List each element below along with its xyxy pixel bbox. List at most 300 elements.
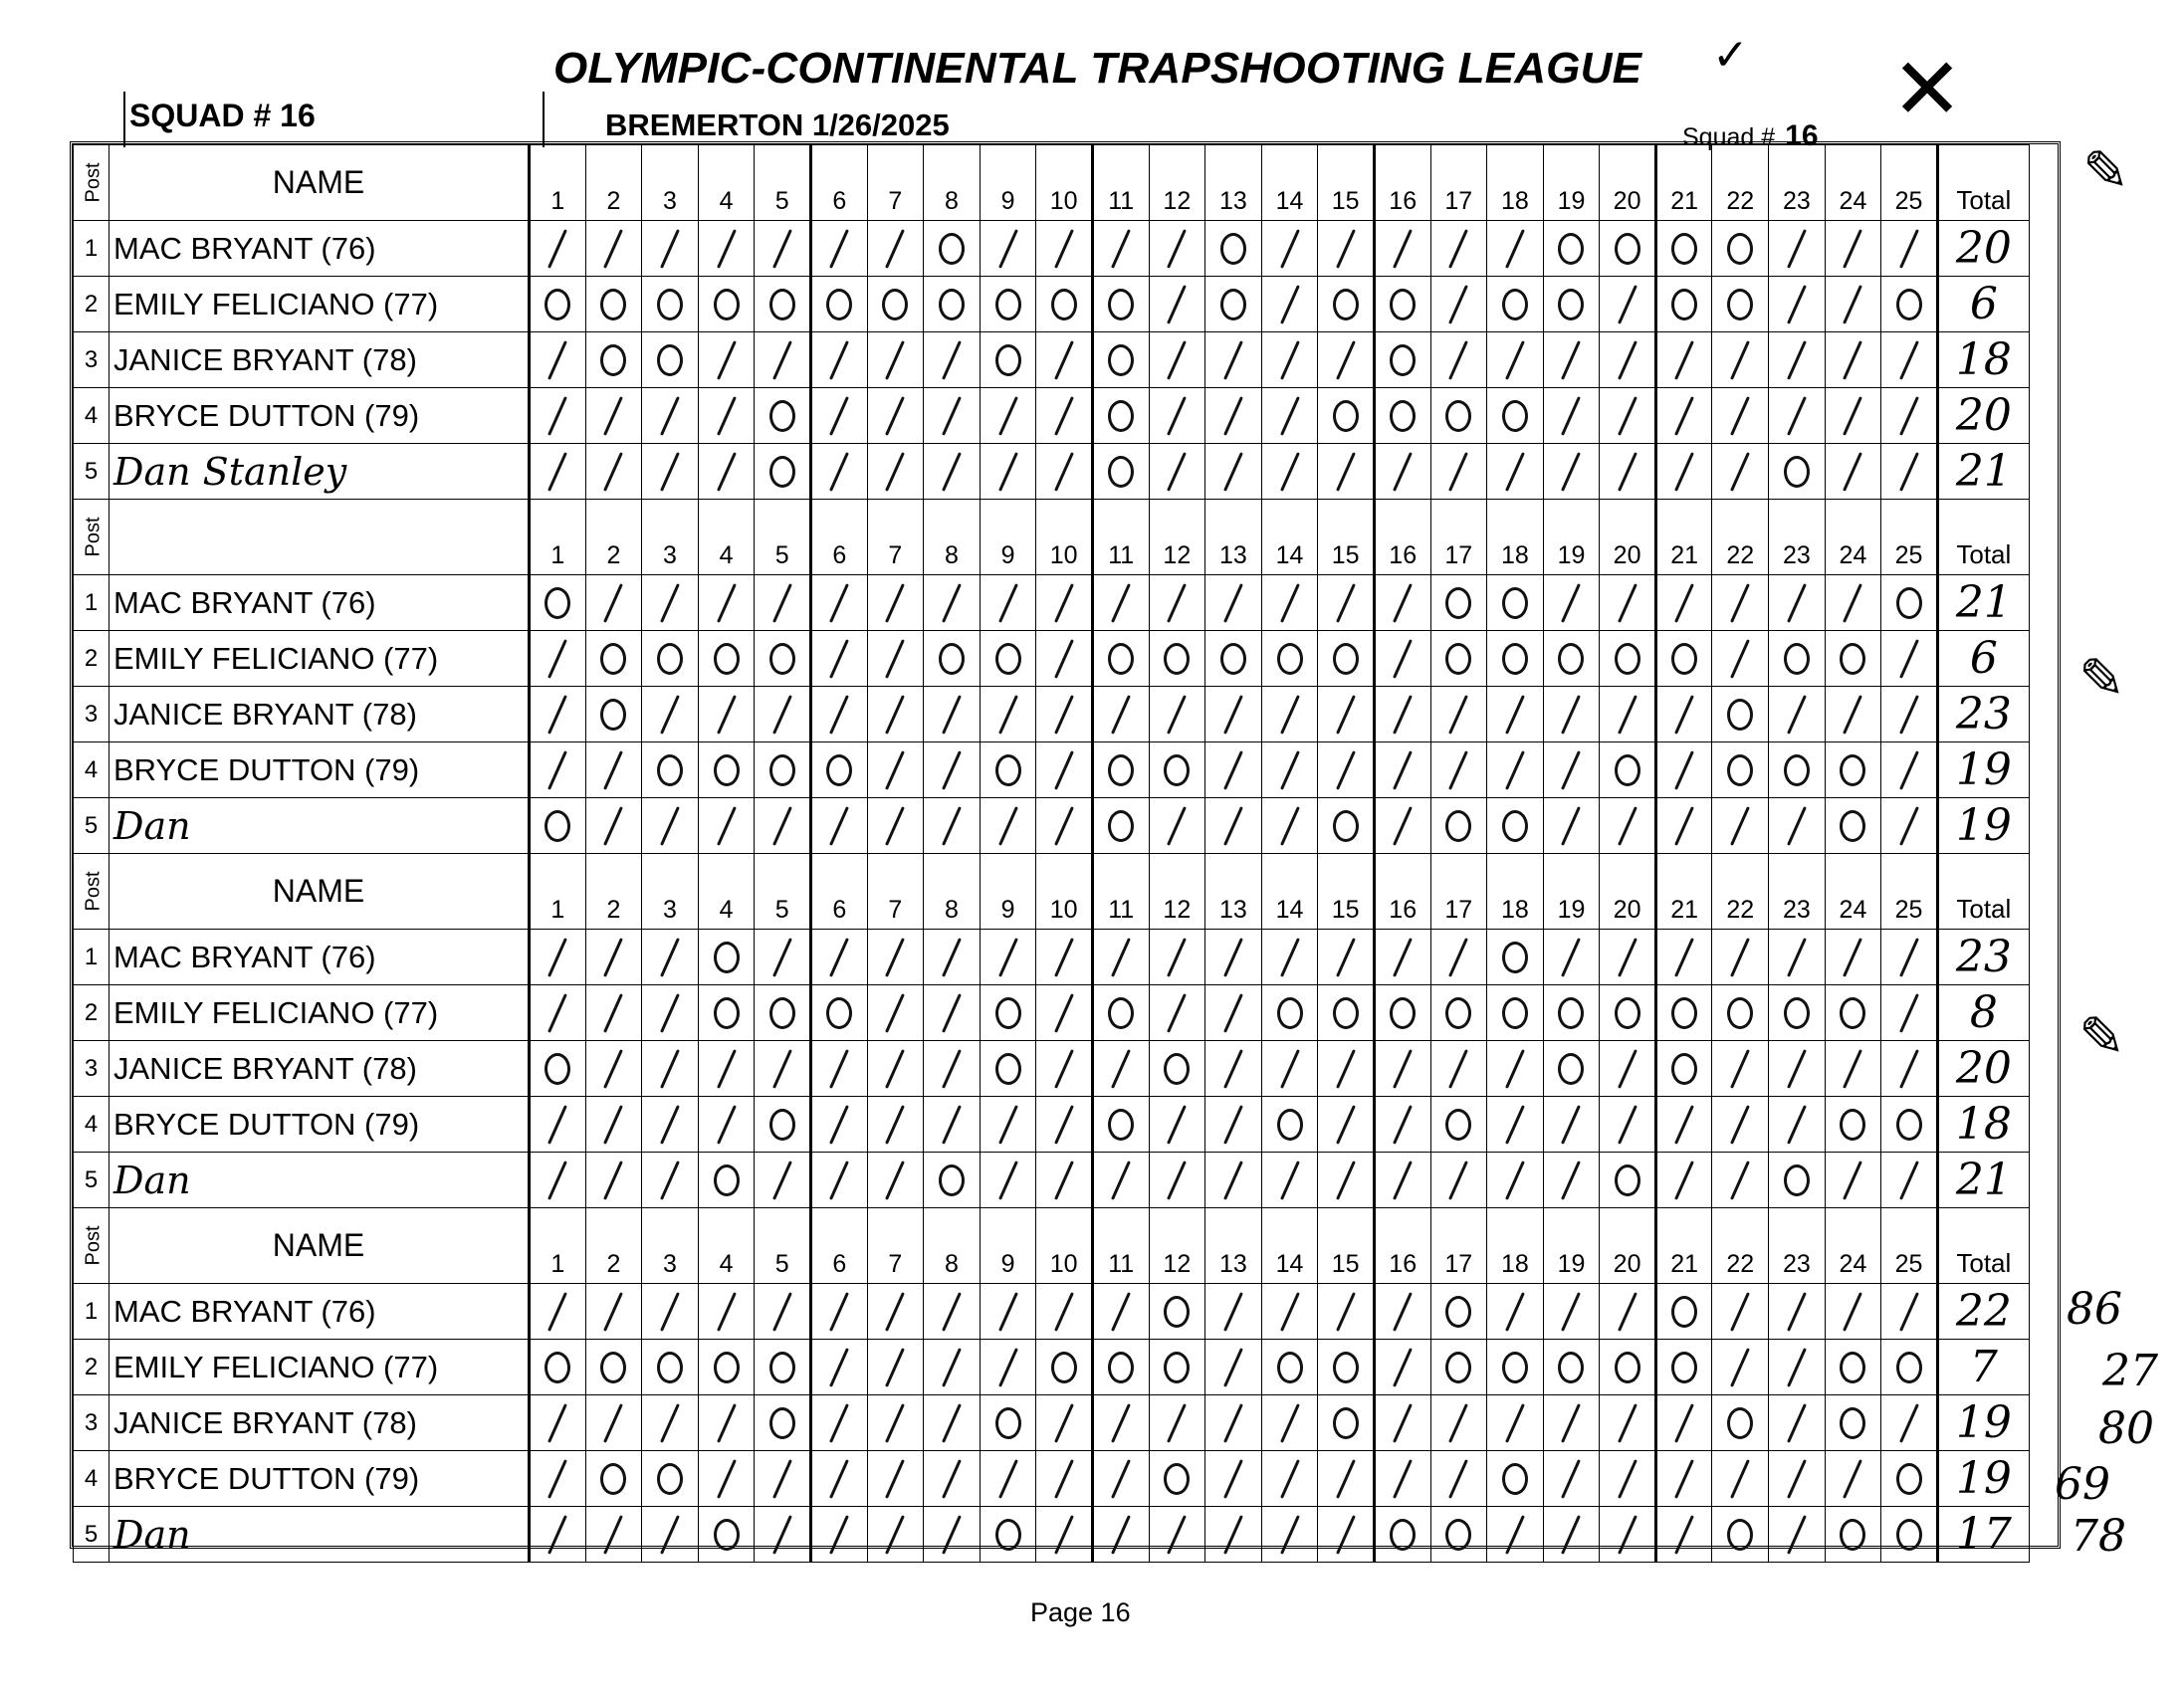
miss-mark: [1655, 631, 1712, 687]
column-number: 3: [642, 145, 699, 221]
hit-mark: [1374, 575, 1430, 631]
column-number: 22: [1712, 1208, 1769, 1284]
hit-mark: [1092, 1507, 1149, 1563]
total-header: Total: [1937, 145, 2029, 221]
hit-mark: [1149, 1153, 1205, 1208]
round-total: 23: [1937, 930, 2029, 985]
miss-mark: [980, 1507, 1036, 1563]
shooter-name: Dan: [109, 1153, 530, 1208]
hit-mark: [1374, 631, 1430, 687]
miss-mark: [1543, 221, 1600, 277]
column-number: 12: [1149, 145, 1205, 221]
hit-mark: [1318, 575, 1375, 631]
column-number: 12: [1149, 500, 1205, 575]
hit-mark: [1712, 575, 1769, 631]
hit-mark: [1374, 444, 1430, 500]
header-divider-mid: [543, 92, 545, 147]
shooter-row: [74, 930, 2030, 985]
miss-mark: [1318, 798, 1375, 854]
margin-note: 78: [2071, 1511, 2126, 1562]
hit-mark: [1430, 1153, 1487, 1208]
squad-right-label: Squad #: [1682, 123, 1776, 151]
hit-mark: [1092, 1041, 1149, 1097]
column-number: 1: [530, 854, 586, 930]
hit-mark: [1881, 631, 1938, 687]
margin-note: 27: [2102, 1346, 2158, 1396]
hit-mark: [924, 388, 981, 444]
hit-mark: [1318, 1041, 1375, 1097]
miss-mark: [1318, 388, 1375, 444]
hit-mark: [530, 388, 586, 444]
hit-mark: [810, 1507, 867, 1563]
column-number: 21: [1655, 854, 1712, 930]
column-number: 15: [1318, 854, 1375, 930]
hit-mark: [1261, 930, 1318, 985]
hit-mark: [1149, 798, 1205, 854]
hit-mark: [867, 388, 924, 444]
miss-mark: [1487, 1340, 1544, 1395]
column-number: 9: [980, 1208, 1036, 1284]
hit-mark: [698, 687, 755, 742]
hit-mark: [1430, 930, 1487, 985]
hit-mark: [1092, 1451, 1149, 1507]
column-number: 6: [810, 854, 867, 930]
miss-mark: [698, 1153, 755, 1208]
squad-label-left: SQUAD # 16: [129, 98, 316, 133]
hit-mark: [530, 631, 586, 687]
miss-mark: [1543, 985, 1600, 1041]
miss-mark: [1092, 631, 1149, 687]
hit-mark: [1261, 332, 1318, 388]
hit-mark: [1092, 1395, 1149, 1451]
hit-mark: [1825, 221, 1881, 277]
shooter-name: JANICE BRYANT (78): [109, 687, 530, 742]
hit-mark: [585, 1284, 642, 1340]
hit-mark: [1430, 1041, 1487, 1097]
hit-mark: [1712, 1153, 1769, 1208]
hit-mark: [1149, 930, 1205, 985]
hit-mark: [755, 798, 811, 854]
shooter-name: BRYCE DUTTON (79): [109, 1451, 530, 1507]
hit-mark: [1487, 742, 1544, 798]
column-number: 19: [1543, 145, 1600, 221]
hit-mark: [530, 1284, 586, 1340]
hit-mark: [810, 1097, 867, 1153]
hit-mark: [1712, 1041, 1769, 1097]
hit-mark: [1374, 221, 1430, 277]
miss-mark: [1600, 742, 1656, 798]
squad-right-number: 16: [1785, 119, 1819, 152]
miss-mark: [1430, 631, 1487, 687]
hit-mark: [1712, 798, 1769, 854]
hit-mark: [530, 444, 586, 500]
post-number: 1: [74, 221, 109, 277]
post-number: 2: [74, 277, 109, 332]
hit-mark: [867, 687, 924, 742]
hit-mark: [1261, 1451, 1318, 1507]
hit-mark: [585, 930, 642, 985]
miss-mark: [980, 277, 1036, 332]
hit-mark: [1318, 444, 1375, 500]
score-sheet: [70, 141, 2061, 1560]
shooter-row: [74, 1284, 2030, 1340]
hit-mark: [810, 687, 867, 742]
hit-mark: [1149, 388, 1205, 444]
post-number: 3: [74, 1395, 109, 1451]
column-number: 3: [642, 1208, 699, 1284]
miss-mark: [1769, 1153, 1826, 1208]
hit-mark: [1261, 1041, 1318, 1097]
miss-mark: [1149, 1340, 1205, 1395]
column-number: 23: [1769, 500, 1826, 575]
hit-mark: [698, 1284, 755, 1340]
hit-mark: [1430, 742, 1487, 798]
hit-mark: [585, 798, 642, 854]
miss-mark: [1092, 1097, 1149, 1153]
hit-mark: [810, 930, 867, 985]
hit-mark: [810, 388, 867, 444]
miss-mark: [1261, 1340, 1318, 1395]
miss-mark: [1374, 388, 1430, 444]
shooter-name: MAC BRYANT (76): [109, 221, 530, 277]
hit-mark: [1881, 742, 1938, 798]
hit-mark: [1374, 1097, 1430, 1153]
hit-mark: [1149, 1395, 1205, 1451]
hit-mark: [1205, 687, 1262, 742]
hit-mark: [924, 1451, 981, 1507]
miss-mark: [980, 742, 1036, 798]
post-header: [74, 1208, 109, 1284]
post-header-label: Post: [82, 517, 105, 557]
hit-mark: [1036, 1451, 1093, 1507]
column-number: 14: [1261, 500, 1318, 575]
miss-mark: [1825, 1340, 1881, 1395]
miss-mark: [980, 332, 1036, 388]
hit-mark: [924, 332, 981, 388]
hit-mark: [530, 1451, 586, 1507]
hit-mark: [1430, 444, 1487, 500]
column-number: 13: [1205, 1208, 1262, 1284]
hit-mark: [924, 798, 981, 854]
hit-mark: [1374, 1153, 1430, 1208]
miss-mark: [1600, 985, 1656, 1041]
hit-mark: [1149, 1097, 1205, 1153]
shooter-row: [74, 687, 2030, 742]
header-divider-left: [123, 92, 125, 147]
hit-mark: [810, 444, 867, 500]
hit-mark: [585, 1507, 642, 1563]
shooter-name: MAC BRYANT (76): [109, 1284, 530, 1340]
miss-mark: [585, 687, 642, 742]
column-number: 6: [810, 1208, 867, 1284]
hit-mark: [1543, 1284, 1600, 1340]
hit-mark: [1261, 575, 1318, 631]
hit-mark: [810, 631, 867, 687]
shooter-name: EMILY FELICIANO (77): [109, 277, 530, 332]
miss-mark: [1881, 1097, 1938, 1153]
column-number: 15: [1318, 1208, 1375, 1284]
miss-mark: [1374, 1507, 1430, 1563]
hit-mark: [1036, 742, 1093, 798]
hit-mark: [1600, 332, 1656, 388]
miss-mark: [1600, 631, 1656, 687]
column-number: 7: [867, 1208, 924, 1284]
hit-mark: [1655, 1153, 1712, 1208]
hit-mark: [1712, 1451, 1769, 1507]
hit-mark: [980, 444, 1036, 500]
post-header: [74, 854, 109, 930]
miss-mark: [1881, 1507, 1938, 1563]
hit-mark: [980, 575, 1036, 631]
column-number: 4: [698, 500, 755, 575]
hit-mark: [810, 221, 867, 277]
miss-mark: [585, 332, 642, 388]
hit-mark: [924, 1097, 981, 1153]
column-number: 8: [924, 500, 981, 575]
hit-mark: [980, 1097, 1036, 1153]
round-total: 23: [1937, 687, 2029, 742]
column-number: 16: [1374, 854, 1430, 930]
miss-mark: [1543, 277, 1600, 332]
hit-mark: [924, 444, 981, 500]
hit-mark: [867, 1451, 924, 1507]
hit-mark: [1374, 930, 1430, 985]
round-total: 20: [1937, 388, 2029, 444]
hit-mark: [1036, 1153, 1093, 1208]
hit-mark: [585, 221, 642, 277]
hit-mark: [1600, 1041, 1656, 1097]
hit-mark: [642, 575, 699, 631]
column-number: 18: [1487, 145, 1544, 221]
shooter-name: BRYCE DUTTON (79): [109, 742, 530, 798]
miss-mark: [1487, 575, 1544, 631]
shooter-row: [74, 631, 2030, 687]
hit-mark: [1374, 1284, 1430, 1340]
hit-mark: [530, 687, 586, 742]
round-total: 6: [1937, 631, 2029, 687]
miss-mark: [1655, 1340, 1712, 1395]
column-number: 18: [1487, 854, 1544, 930]
hit-mark: [1712, 444, 1769, 500]
shooter-row: [74, 798, 2030, 854]
hit-mark: [1149, 687, 1205, 742]
hit-mark: [1318, 1507, 1375, 1563]
name-header: NAME: [109, 145, 530, 221]
hit-mark: [980, 798, 1036, 854]
round-total: 6: [1937, 277, 2029, 332]
miss-mark: [1149, 742, 1205, 798]
hit-mark: [642, 1097, 699, 1153]
miss-mark: [1318, 277, 1375, 332]
post-header-label: Post: [82, 162, 105, 203]
miss-mark: [1655, 1041, 1712, 1097]
hit-mark: [530, 1395, 586, 1451]
column-number: 20: [1600, 854, 1656, 930]
hit-mark: [698, 1395, 755, 1451]
column-number: 22: [1712, 145, 1769, 221]
hit-mark: [924, 742, 981, 798]
hit-mark: [1712, 1097, 1769, 1153]
miss-mark: [1092, 277, 1149, 332]
hit-mark: [1149, 221, 1205, 277]
hit-mark: [1600, 930, 1656, 985]
hit-mark: [1487, 1395, 1544, 1451]
hit-mark: [1149, 1507, 1205, 1563]
post-number: 4: [74, 742, 109, 798]
hit-mark: [1261, 1507, 1318, 1563]
hit-mark: [1318, 1153, 1375, 1208]
margin-note: 69: [2055, 1459, 2110, 1510]
hit-mark: [1769, 1340, 1826, 1395]
hit-mark: [755, 687, 811, 742]
hit-mark: [810, 1395, 867, 1451]
hit-mark: [530, 985, 586, 1041]
column-number: 10: [1036, 145, 1093, 221]
league-title: OLYMPIC-CONTINENTAL TRAPSHOOTING LEAGUE: [553, 44, 1642, 93]
miss-mark: [755, 444, 811, 500]
hit-mark: [1655, 798, 1712, 854]
hit-mark: [642, 1153, 699, 1208]
column-number: 9: [980, 500, 1036, 575]
hit-mark: [1487, 687, 1544, 742]
column-number: 19: [1543, 1208, 1600, 1284]
hit-mark: [1205, 1041, 1262, 1097]
miss-mark: [980, 1041, 1036, 1097]
column-number: 3: [642, 500, 699, 575]
hit-mark: [1205, 798, 1262, 854]
hit-mark: [1149, 575, 1205, 631]
column-number: 5: [755, 1208, 811, 1284]
shooter-row: [74, 985, 2030, 1041]
hit-mark: [924, 687, 981, 742]
hit-mark: [642, 388, 699, 444]
post-number: 4: [74, 1097, 109, 1153]
miss-mark: [755, 277, 811, 332]
column-number: 20: [1600, 500, 1656, 575]
miss-mark: [755, 631, 811, 687]
column-number: 25: [1881, 500, 1938, 575]
column-number: 24: [1825, 854, 1881, 930]
hit-mark: [1825, 277, 1881, 332]
miss-mark: [1600, 1153, 1656, 1208]
total-header: Total: [1937, 500, 2029, 575]
post-number: 4: [74, 1451, 109, 1507]
hit-mark: [1769, 1041, 1826, 1097]
hit-mark: [1261, 277, 1318, 332]
miss-mark: [1769, 631, 1826, 687]
shooter-row: [74, 1340, 2030, 1395]
total-header: Total: [1937, 1208, 2029, 1284]
hit-mark: [755, 1507, 811, 1563]
miss-mark: [1825, 742, 1881, 798]
hit-mark: [642, 444, 699, 500]
column-number: 23: [1769, 145, 1826, 221]
hit-mark: [585, 742, 642, 798]
miss-mark: [1092, 444, 1149, 500]
hit-mark: [1487, 444, 1544, 500]
hit-mark: [1430, 277, 1487, 332]
hit-mark: [1655, 687, 1712, 742]
hit-mark: [1205, 332, 1262, 388]
miss-mark: [755, 1395, 811, 1451]
post-number: 5: [74, 798, 109, 854]
hit-mark: [755, 930, 811, 985]
hit-mark: [1655, 332, 1712, 388]
name-header: [109, 500, 530, 575]
column-number: 13: [1205, 854, 1262, 930]
post-number: 5: [74, 444, 109, 500]
column-number: 18: [1487, 500, 1544, 575]
column-number: 17: [1430, 1208, 1487, 1284]
miss-mark: [585, 1451, 642, 1507]
hit-mark: [867, 985, 924, 1041]
hit-mark: [1825, 444, 1881, 500]
miss-mark: [1092, 742, 1149, 798]
round-total: 21: [1937, 575, 2029, 631]
hit-mark: [1487, 332, 1544, 388]
total-header: Total: [1937, 854, 2029, 930]
hit-mark: [1825, 1451, 1881, 1507]
shooter-row: [74, 575, 2030, 631]
hit-mark: [1261, 742, 1318, 798]
hit-mark: [1036, 798, 1093, 854]
miss-mark: [642, 631, 699, 687]
hit-mark: [1036, 1041, 1093, 1097]
hit-mark: [1487, 1284, 1544, 1340]
shooter-name: JANICE BRYANT (78): [109, 1395, 530, 1451]
column-number: 8: [924, 145, 981, 221]
miss-mark: [1655, 277, 1712, 332]
column-number: 2: [585, 145, 642, 221]
hit-mark: [585, 575, 642, 631]
hit-mark: [1881, 332, 1938, 388]
post-number: 5: [74, 1153, 109, 1208]
hit-mark: [755, 221, 811, 277]
column-number: 12: [1149, 854, 1205, 930]
hit-mark: [755, 575, 811, 631]
hit-mark: [1825, 687, 1881, 742]
hit-mark: [1205, 1507, 1262, 1563]
block-header-row: [74, 145, 2030, 221]
column-number: 10: [1036, 1208, 1093, 1284]
hit-mark: [585, 1097, 642, 1153]
hit-mark: [1374, 1451, 1430, 1507]
hit-mark: [1374, 798, 1430, 854]
miss-mark: [1543, 1041, 1600, 1097]
hit-mark: [1543, 742, 1600, 798]
hit-mark: [1600, 1395, 1656, 1451]
hit-mark: [1261, 1284, 1318, 1340]
round-total: 7: [1937, 1340, 2029, 1395]
miss-mark: [1543, 631, 1600, 687]
column-number: 5: [755, 500, 811, 575]
page-number: Page 16: [1030, 1597, 1131, 1627]
hit-mark: [530, 742, 586, 798]
shooter-name: EMILY FELICIANO (77): [109, 631, 530, 687]
miss-mark: [1036, 277, 1093, 332]
column-number: 9: [980, 145, 1036, 221]
hit-mark: [1543, 1097, 1600, 1153]
column-number: 10: [1036, 500, 1093, 575]
column-number: 12: [1149, 1208, 1205, 1284]
round-total: 19: [1937, 1395, 2029, 1451]
hit-mark: [1655, 930, 1712, 985]
miss-mark: [698, 277, 755, 332]
hit-mark: [1655, 1451, 1712, 1507]
hit-mark: [1712, 332, 1769, 388]
round-total: 19: [1937, 742, 2029, 798]
column-number: 8: [924, 854, 981, 930]
